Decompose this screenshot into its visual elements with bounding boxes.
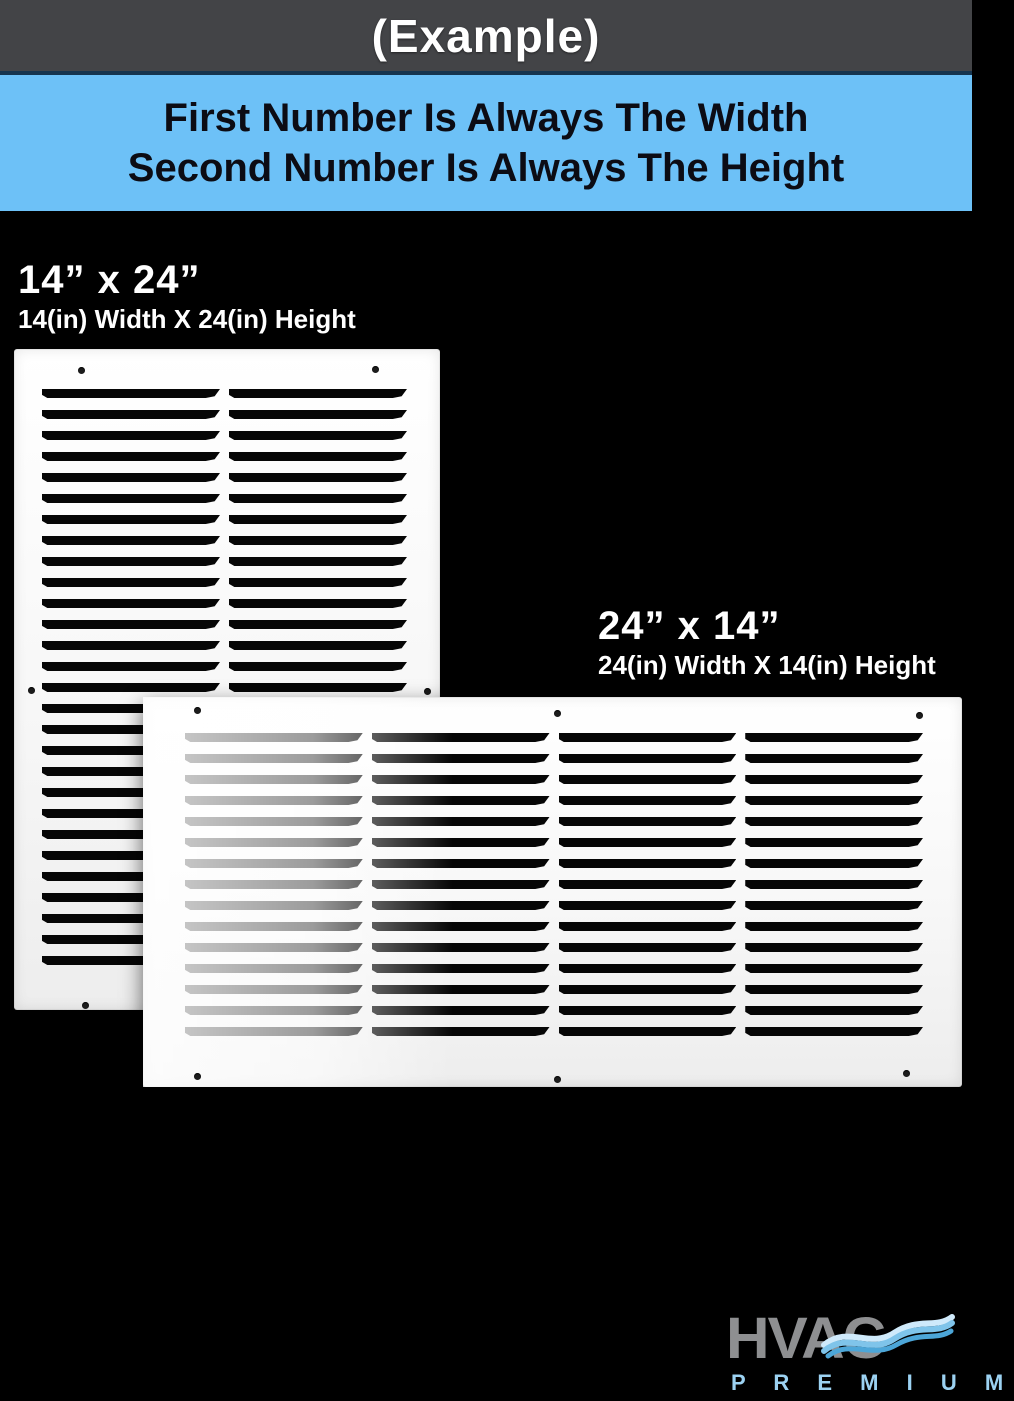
louver-slot [42,452,220,461]
size-label-14x24-caption: 14(in) Width X 24(in) Height [18,304,356,334]
louver-column [745,733,923,1048]
louver-slot [745,859,923,868]
louver-slot [372,964,550,973]
louver-slot [42,494,220,503]
louver-slot [745,817,923,826]
louver-slot [185,922,363,931]
screw-hole [78,367,85,374]
louver-slot [229,515,407,524]
louver-slot [559,1027,737,1036]
louver-slot [372,838,550,847]
louver-slot [229,578,407,587]
louver-slot [372,880,550,889]
louver-slot [185,817,363,826]
louver-slot [42,473,220,482]
louver-slot [42,515,220,524]
hvac-wordmark: HVAC [726,1306,885,1371]
louver-slot [42,431,220,440]
louver-slot [229,452,407,461]
louver-slot [559,943,737,952]
louver-slot [229,494,407,503]
louver-slot [372,754,550,763]
louver-slot [42,410,220,419]
louver-slot [185,733,363,742]
louver-slot [745,754,923,763]
louver-slot [42,683,220,692]
screw-hole [916,712,923,719]
louver-slot [559,859,737,868]
banner-line-1: First Number Is Always The Width [163,96,809,140]
grille-24x14 [143,697,962,1087]
screw-hole [194,1073,201,1080]
louver-slot [229,389,407,398]
louver-slot [372,817,550,826]
banner-line-2: Second Number Is Always The Height [127,146,845,190]
size-label-24x14-caption: 24(in) Width X 14(in) Height [598,650,936,680]
louver-slot [185,754,363,763]
size-label-14x24 [18,258,356,336]
louver-slot [229,683,407,692]
screw-hole [554,710,561,717]
header-bar [0,0,972,75]
louver-slot [185,1027,363,1036]
louver-slot [372,859,550,868]
louver-slot [229,557,407,566]
louver-slot [185,775,363,784]
louver-slot [372,943,550,952]
louver-slot [42,557,220,566]
louver-slot [372,733,550,742]
louver-slot [559,901,737,910]
louver-slot [559,985,737,994]
louver-slot [372,985,550,994]
size-label-24x14-title: 24” x 14” [598,604,781,648]
louver-slot [372,1006,550,1015]
brand-logo [726,1306,1014,1401]
louver-slot [745,775,923,784]
screw-hole [424,688,431,695]
louver-slot [42,662,220,671]
stage [0,211,1014,1395]
louver-slot [559,964,737,973]
louver-slot [559,775,737,784]
louver-slot [185,943,363,952]
screw-hole [903,1070,910,1077]
size-label-14x24-title: 14” x 24” [18,258,201,302]
louver-slot [229,620,407,629]
louver-slot [559,880,737,889]
louver-slot [745,838,923,847]
louver-slot [372,1027,550,1036]
louver-slot [559,733,737,742]
louver-slot [745,901,923,910]
louver-slot [42,620,220,629]
louver-slot [745,880,923,889]
louver-slot [42,536,220,545]
louver-slot [229,641,407,650]
louver-slot [229,473,407,482]
screw-hole [372,366,379,373]
louver-slot [559,754,737,763]
louver-slot [745,922,923,931]
header-title: (Example) [371,9,601,62]
louver-slot [559,817,737,826]
screw-hole [194,707,201,714]
louver-slot [745,964,923,973]
louver-slot [185,901,363,910]
louver-slot [745,1027,923,1036]
louver-slot [185,985,363,994]
louver-slot [745,985,923,994]
louver-slot [372,796,550,805]
louver-slot [559,796,737,805]
grille-24x14-louvers [185,733,923,1048]
louver-slot [745,733,923,742]
louver-slot [372,901,550,910]
louver-slot [559,838,737,847]
louver-slot [559,922,737,931]
louver-slot [372,775,550,784]
louver-slot [185,1006,363,1015]
louver-slot [185,880,363,889]
louver-slot [745,1006,923,1015]
louver-slot [185,838,363,847]
screw-hole [554,1076,561,1083]
louver-slot [185,964,363,973]
louver-slot [229,662,407,671]
louver-column [185,733,363,1048]
louver-slot [42,641,220,650]
louver-slot [229,536,407,545]
louver-slot [229,599,407,608]
screw-hole [82,1002,89,1009]
info-banner [0,75,972,211]
louver-slot [42,599,220,608]
premium-wordmark: P R E M I U M [731,1370,1014,1395]
louver-slot [745,943,923,952]
louver-slot [42,389,220,398]
louver-slot [229,431,407,440]
size-label-24x14 [598,604,936,682]
louver-slot [745,796,923,805]
louver-slot [185,796,363,805]
louver-slot [559,1006,737,1015]
louver-slot [42,578,220,587]
louver-column [559,733,737,1048]
louver-slot [229,410,407,419]
louver-slot [185,859,363,868]
louver-column [372,733,550,1048]
louver-slot [372,922,550,931]
screw-hole [28,687,35,694]
